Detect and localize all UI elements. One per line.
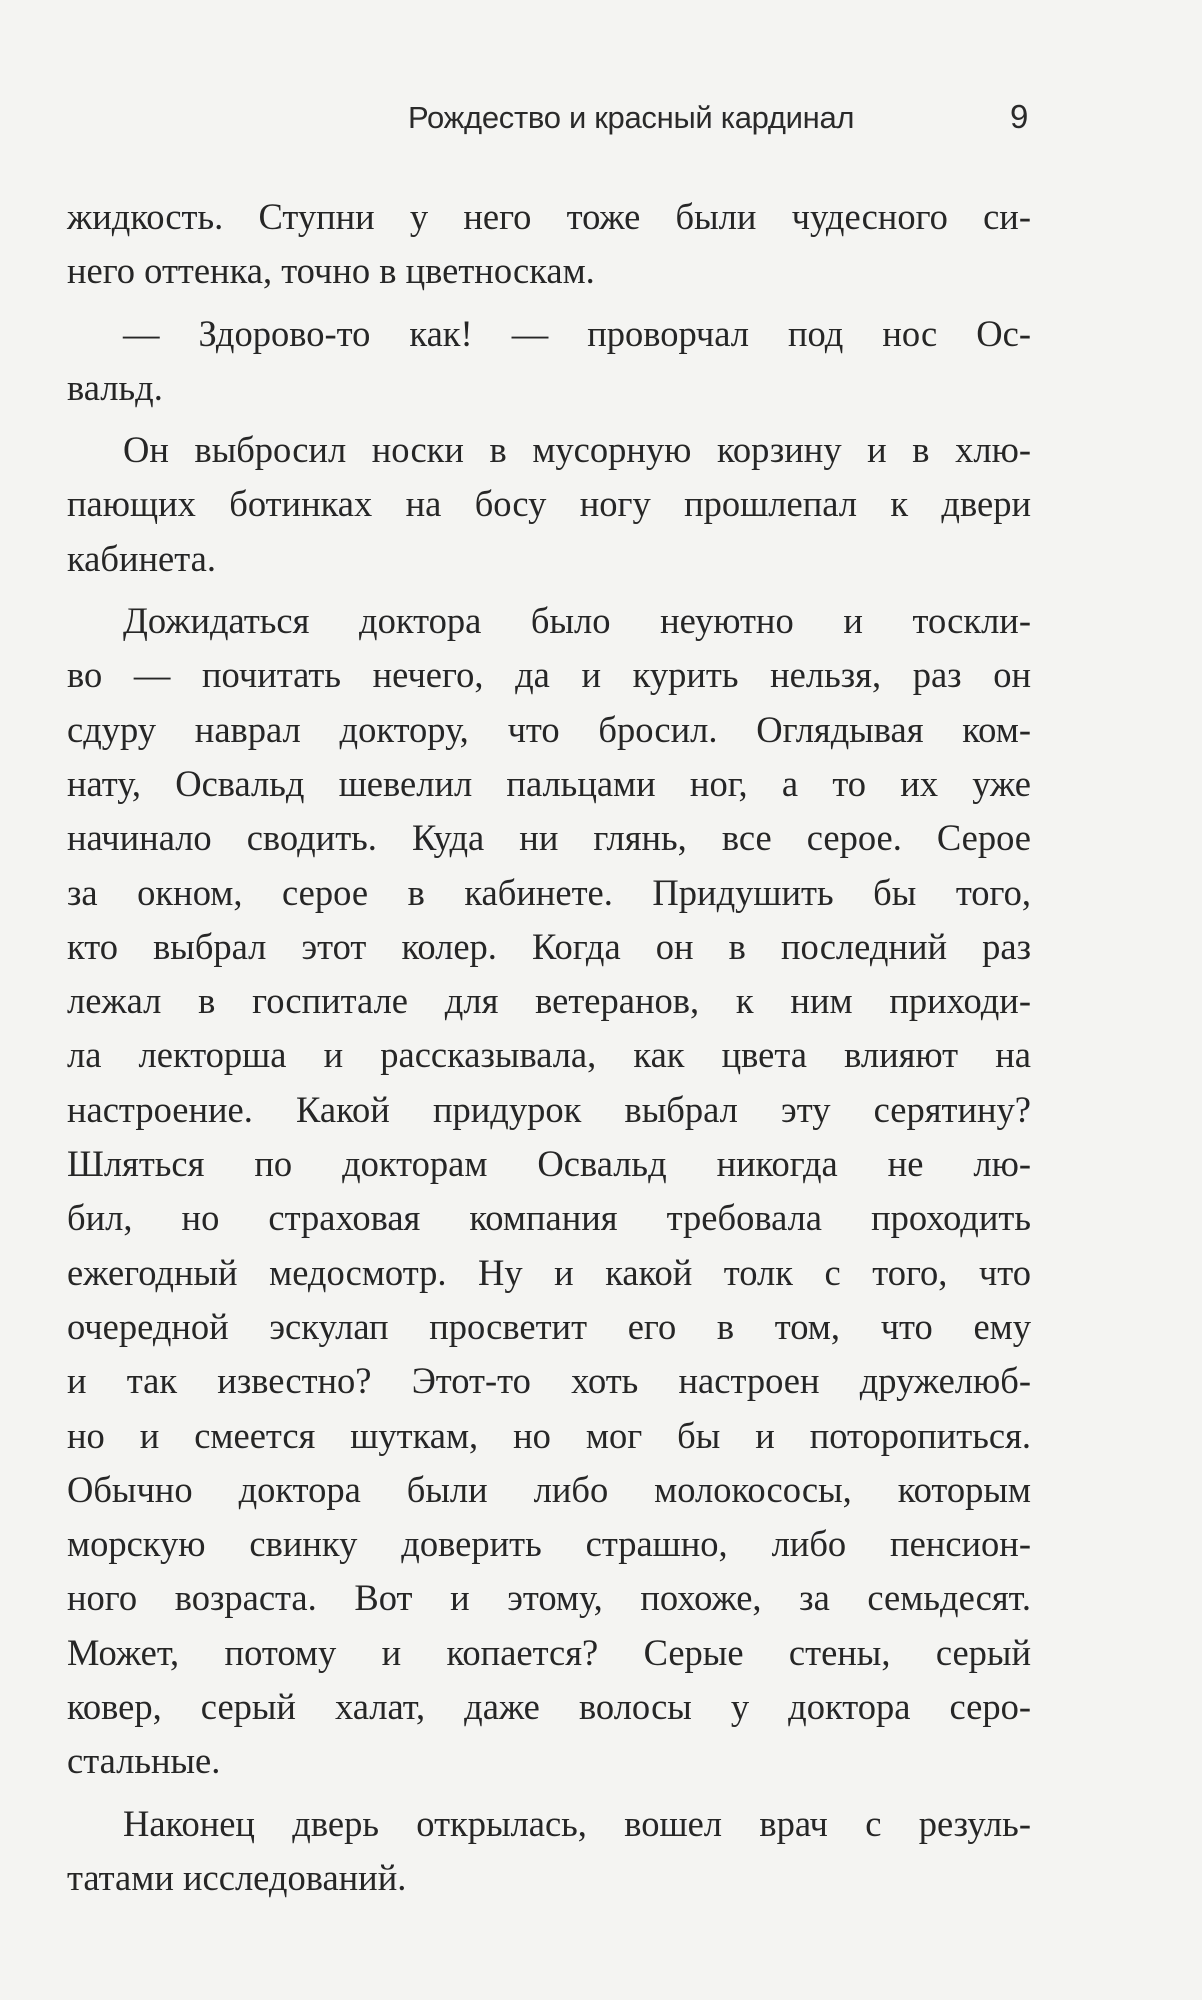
text-line: него оттенка, точно в цветноскам.: [67, 250, 595, 292]
text-line: начинало сводить. Куда ни глянь, все серое. Серое: [67, 817, 1031, 859]
page-number: 9: [1010, 98, 1029, 135]
text-line: ковер, серый халат, даже волосы у доктора серо-: [67, 1686, 1031, 1728]
text-line: настроение. Какой придурок выбрал эту серятину?: [67, 1088, 1031, 1130]
text-line: ного возраста. Вот и этому, похоже, за семьдесят.: [67, 1577, 1031, 1619]
text-line: ежегодный медосмотр. Ну и какой толк с того, что: [67, 1251, 1031, 1293]
text-line: Шляться по докторам Освальд никогда не лю-: [67, 1143, 1031, 1185]
paragraph: [67, 190, 1031, 299]
text-line: пающих ботинках на босу ногу прошлепал к двери: [67, 483, 1031, 525]
text-line: Наконец дверь открылась, вошел врач с резуль-: [123, 1802, 1031, 1844]
paragraph: [67, 594, 1031, 1789]
paragraph: [67, 1797, 1031, 1906]
text-line: Может, потому и копается? Серые стены, серый: [67, 1631, 1031, 1673]
text-line: сдуру наврал доктору, что бросил. Оглядывая ком-: [67, 708, 1031, 750]
text-line: Обычно доктора были либо молокососы, которым: [67, 1468, 1031, 1510]
text-line: Он выбросил носки в мусорную корзину и в хлю-: [123, 429, 1031, 471]
running-title: Рождество и красный кардинал: [408, 100, 855, 135]
text-line: жидкость. Ступни у него тоже были чудесного си-: [67, 196, 1031, 237]
text-line: кабинета.: [67, 537, 216, 579]
text-line: морскую свинку доверить страшно, либо пенсион-: [67, 1523, 1031, 1565]
text-line: лежал в госпитале для ветеранов, к ним приходи-: [67, 980, 1031, 1022]
text-line: — Здорово-то как! — проворчал под нос Ос-: [123, 312, 1031, 354]
text-line: но и смеется шуткам, но мог бы и поторопиться.: [67, 1414, 1031, 1456]
text-line: во — почитать нечего, да и курить нельзя, раз он: [67, 654, 1031, 696]
text-line: бил, но страховая компания требовала проходить: [67, 1197, 1031, 1239]
paragraph: [67, 307, 1031, 416]
paragraph: [67, 423, 1031, 586]
text-line: стальные.: [67, 1740, 221, 1782]
text-line: нату, Освальд шевелил пальцами ног, а то их уже: [67, 762, 1031, 804]
text-line: татами исследований.: [67, 1856, 407, 1898]
text-line: и так известно? Этот-то хоть настроен дружелюб-: [67, 1360, 1031, 1402]
text-line: ла лекторша и рассказывала, как цвета влияют на: [67, 1034, 1031, 1076]
text-line: Дожидаться доктора было неуютно и тоскли-: [123, 600, 1031, 642]
text-line: кто выбрал этот колер. Когда он в последний раз: [67, 925, 1031, 967]
text-line: вальд.: [67, 366, 163, 408]
body-text: [67, 190, 1031, 1913]
text-line: очередной эскулап просветит его в том, что ему: [67, 1305, 1031, 1347]
text-line: за окном, серое в кабинете. Придушить бы того,: [67, 871, 1031, 913]
